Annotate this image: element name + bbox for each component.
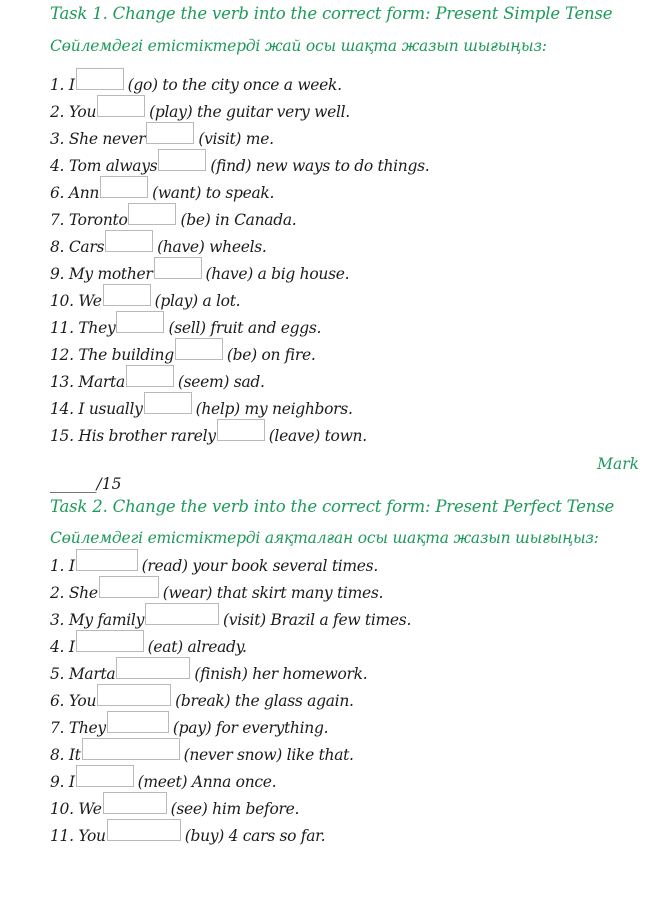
item-verb-prompt: (break) the glass again. xyxy=(175,692,354,710)
answer-box[interactable] xyxy=(154,257,202,279)
answer-box[interactable] xyxy=(116,657,190,679)
item-subject: She xyxy=(68,584,98,602)
answer-box[interactable] xyxy=(158,149,206,171)
item-verb-prompt: (buy) 4 cars so far. xyxy=(184,827,326,845)
item-number: 11. xyxy=(50,319,79,337)
answer-box[interactable] xyxy=(145,603,219,625)
item-verb-prompt: (wear) that skirt many times. xyxy=(162,584,384,602)
item-subject: You xyxy=(68,103,97,121)
exercise-item xyxy=(50,311,321,338)
item-number: 1. xyxy=(50,557,69,575)
item-subject: The building xyxy=(78,346,174,364)
item-verb-prompt: (have) a big house. xyxy=(205,265,350,283)
task2-title: Task 2. Change the verb into the correct form: Present Perfect Tense xyxy=(50,497,615,516)
item-number: 15. xyxy=(50,427,79,445)
item-number: 10. xyxy=(50,292,79,310)
exercise-item xyxy=(50,365,265,392)
item-subject: They xyxy=(78,319,116,337)
item-verb-prompt: (seem) sad. xyxy=(177,373,265,391)
exercise-item xyxy=(50,738,354,765)
item-subject: Marta xyxy=(78,373,125,391)
answer-box[interactable] xyxy=(175,338,223,360)
answer-box[interactable] xyxy=(103,792,167,814)
exercise-item xyxy=(50,392,353,419)
item-number: 7. xyxy=(50,719,69,737)
exercise-item xyxy=(50,284,240,311)
item-subject: I xyxy=(68,76,75,94)
exercise-item xyxy=(50,149,429,176)
score-line: ______/15 xyxy=(50,475,122,493)
answer-box[interactable] xyxy=(126,365,174,387)
exercise-item xyxy=(50,792,299,819)
answer-box[interactable] xyxy=(100,176,148,198)
exercise-item xyxy=(50,338,316,365)
exercise-item xyxy=(50,657,367,684)
item-subject: Tom always xyxy=(68,157,158,175)
answer-box[interactable] xyxy=(144,392,192,414)
exercise-item xyxy=(50,176,274,203)
item-verb-prompt: (go) to the city once a week. xyxy=(127,76,342,94)
answer-box[interactable] xyxy=(128,203,176,225)
answer-box[interactable] xyxy=(97,684,171,706)
task2-subtitle: Сөйлемдегі етістіктерді аяқталған осы шақта жазып шығыңыз: xyxy=(50,529,599,547)
item-subject: Marta xyxy=(68,665,116,683)
item-verb-prompt: (pay) for everything. xyxy=(172,719,329,737)
answer-box[interactable] xyxy=(107,819,181,841)
item-verb-prompt: (leave) town. xyxy=(268,427,367,445)
item-subject: Cars xyxy=(68,238,105,256)
item-subject: I xyxy=(68,557,75,575)
item-verb-prompt: (never snow) like that. xyxy=(183,746,354,764)
item-number: 14. xyxy=(50,400,79,418)
item-number: 12. xyxy=(50,346,79,364)
item-verb-prompt: (want) to speak. xyxy=(152,184,275,202)
exercise-item xyxy=(50,95,350,122)
exercise-item xyxy=(50,419,367,446)
item-number: 5. xyxy=(50,665,69,683)
answer-box[interactable] xyxy=(107,711,169,733)
item-subject: You xyxy=(78,827,106,845)
item-subject: My mother xyxy=(68,265,153,283)
answer-box[interactable] xyxy=(76,630,144,652)
item-number: 13. xyxy=(50,373,79,391)
item-number: 9. xyxy=(50,773,69,791)
answer-box[interactable] xyxy=(116,311,164,333)
exercise-item xyxy=(50,765,276,792)
item-subject: She never xyxy=(68,130,146,148)
item-number: 7. xyxy=(50,211,69,229)
answer-box[interactable] xyxy=(76,549,138,571)
mark-label: Mark xyxy=(597,455,639,473)
item-number: 2. xyxy=(50,103,69,121)
item-number: 3. xyxy=(50,130,69,148)
answer-box[interactable] xyxy=(76,765,134,787)
item-number: 4. xyxy=(50,638,69,656)
answer-box[interactable] xyxy=(217,419,265,441)
item-number: 9. xyxy=(50,265,69,283)
item-verb-prompt: (visit) Brazil a few times. xyxy=(223,611,412,629)
task1-title: Task 1. Change the verb into the correct form: Present Simple Tense xyxy=(50,4,613,23)
item-number: 11. xyxy=(50,827,79,845)
answer-box[interactable] xyxy=(82,738,180,760)
item-subject: Toronto xyxy=(68,211,128,229)
item-verb-prompt: (sell) fruit and eggs. xyxy=(168,319,322,337)
item-subject: It xyxy=(68,746,81,764)
item-number: 2. xyxy=(50,584,69,602)
answer-box[interactable] xyxy=(76,68,124,90)
item-verb-prompt: (be) in Canada. xyxy=(180,211,297,229)
exercise-item xyxy=(50,576,383,603)
item-verb-prompt: (be) on fire. xyxy=(226,346,316,364)
item-verb-prompt: (see) him before. xyxy=(170,800,300,818)
item-verb-prompt: (finish) her homework. xyxy=(194,665,368,683)
item-subject: You xyxy=(68,692,97,710)
exercise-item xyxy=(50,230,267,257)
item-number: 8. xyxy=(50,238,69,256)
item-number: 3. xyxy=(50,611,69,629)
item-subject: We xyxy=(78,292,102,310)
item-subject: We xyxy=(78,800,102,818)
exercise-item xyxy=(50,549,378,576)
answer-box[interactable] xyxy=(146,122,194,144)
item-verb-prompt: (find) new ways to do things. xyxy=(210,157,430,175)
exercise-item xyxy=(50,68,342,95)
answer-box[interactable] xyxy=(99,576,159,598)
exercise-item xyxy=(50,603,411,630)
item-subject: My family xyxy=(68,611,145,629)
item-number: 4. xyxy=(50,157,69,175)
item-number: 8. xyxy=(50,746,69,764)
exercise-item xyxy=(50,684,354,711)
answer-box[interactable] xyxy=(97,95,145,117)
exercise-item xyxy=(50,711,328,738)
item-number: 1. xyxy=(50,76,69,94)
item-subject: His brother rarely xyxy=(78,427,216,445)
answer-box[interactable] xyxy=(103,284,151,306)
item-verb-prompt: (play) the guitar very well. xyxy=(149,103,350,121)
item-verb-prompt: (read) your book several times. xyxy=(141,557,378,575)
item-verb-prompt: (meet) Anna once. xyxy=(137,773,277,791)
item-verb-prompt: (visit) me. xyxy=(198,130,274,148)
item-subject: I xyxy=(68,638,75,656)
item-subject: Ann xyxy=(68,184,100,202)
answer-box[interactable] xyxy=(105,230,153,252)
exercise-item xyxy=(50,819,325,846)
item-subject: They xyxy=(68,719,106,737)
item-verb-prompt: (eat) already. xyxy=(147,638,247,656)
exercise-item xyxy=(50,203,296,230)
exercise-item xyxy=(50,257,349,284)
item-verb-prompt: (have) wheels. xyxy=(157,238,267,256)
item-subject: I usually xyxy=(78,400,143,418)
exercise-item xyxy=(50,630,247,657)
task1-subtitle: Сөйлемдегі етістіктерді жай осы шақта жазып шығыңыз: xyxy=(50,37,547,55)
item-subject: I xyxy=(68,773,75,791)
item-number: 6. xyxy=(50,692,69,710)
item-number: 10. xyxy=(50,800,79,818)
exercise-item xyxy=(50,122,274,149)
item-number: 6. xyxy=(50,184,69,202)
item-verb-prompt: (play) a lot. xyxy=(154,292,241,310)
item-verb-prompt: (help) my neighbors. xyxy=(195,400,353,418)
